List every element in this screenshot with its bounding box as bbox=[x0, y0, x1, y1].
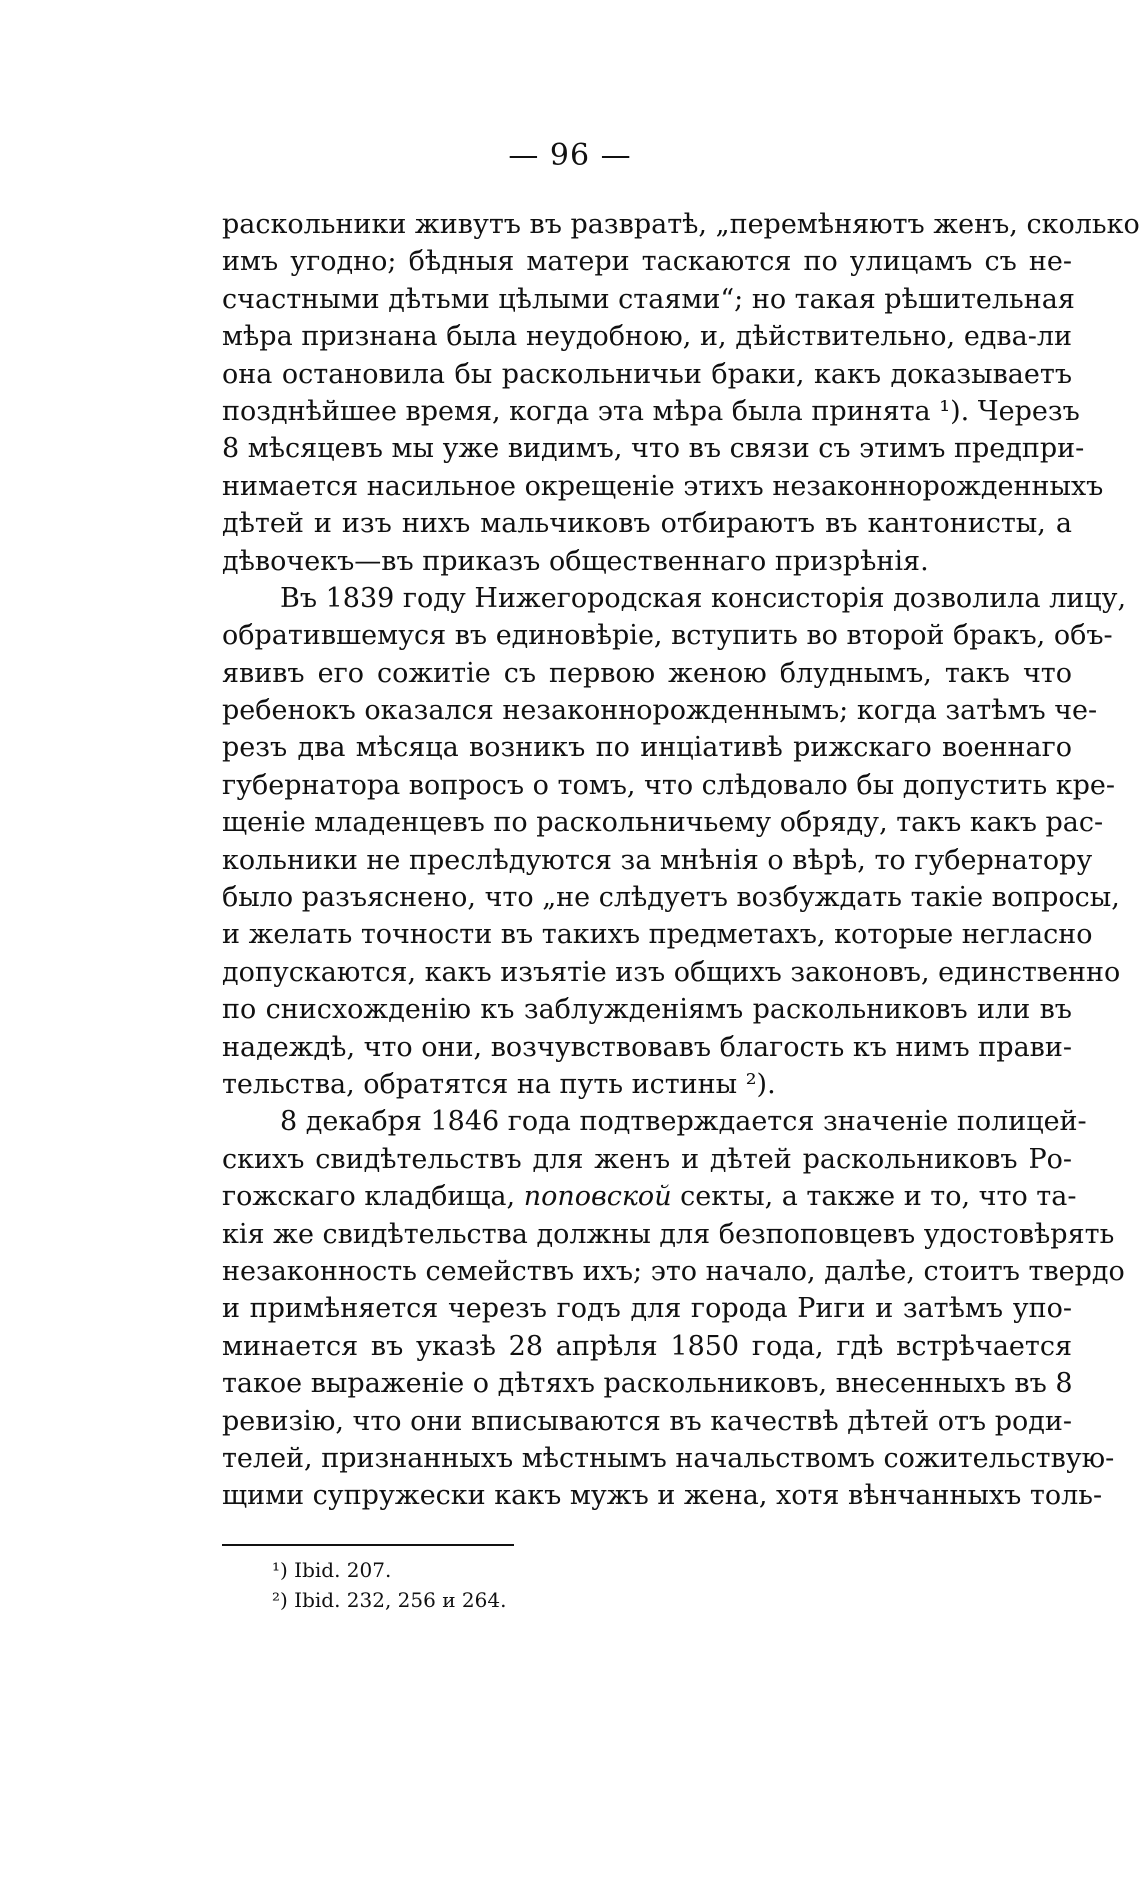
text-line: надеждѣ, что они, возчувствовавъ благость къ нимъ прави- bbox=[222, 1031, 1072, 1063]
text-line: раскольники живутъ въ развратѣ, „перемѣняютъ женъ, сколько bbox=[222, 209, 1140, 240]
text-line: мѣра признана была неудобною, и, дѣйствительно, едва-ли bbox=[222, 321, 1072, 353]
text-line: Въ 1839 году Нижегородская консисторія дозволила лицу, bbox=[280, 582, 1127, 614]
text-line: ребенокъ оказался незаконнорожденнымъ; когда затѣмъ че- bbox=[222, 695, 1098, 727]
text-line: 8 мѣсяцевъ мы уже видимъ, что въ связи съ этимъ предпри- bbox=[222, 433, 1085, 465]
text-line: щеніе младенцевъ по раскольничьему обряду, такъ какъ рас- bbox=[222, 807, 1104, 839]
page-number: — 96 — bbox=[508, 138, 632, 173]
text-line: дѣтей и изъ нихъ мальчиковъ отбираютъ въ кантонисты, а bbox=[222, 508, 1072, 540]
text-line: щими супружески какъ мужъ и жена, хотя вѣнчанныхъ толь- bbox=[222, 1480, 1103, 1512]
footnotes bbox=[272, 1555, 506, 1615]
text-line: и желать точности въ такихъ предметахъ, которые негласно bbox=[222, 919, 1093, 951]
text-line: кольники не преслѣдуются за мнѣнія о вѣрѣ, то губернатору bbox=[222, 844, 1093, 876]
text-line: она остановила бы раскольничьи браки, какъ доказываетъ bbox=[222, 358, 1072, 390]
text-line: и примѣняется черезъ годъ для города Риги и затѣмъ упо- bbox=[222, 1293, 1072, 1325]
footnote-2: ²) Ibid. 232, 256 и 264. bbox=[272, 1588, 507, 1612]
footnote-1: ¹) Ibid. 207. bbox=[272, 1558, 392, 1582]
text-line: дѣвочекъ—въ приказъ общественнаго призрѣнія. bbox=[222, 545, 929, 577]
text-line: обратившемуся въ единовѣріе, вступить во второй бракъ, объ- bbox=[222, 620, 1113, 652]
text-line: телей, признанныхъ мѣстнымъ начальствомъ сожительствую- bbox=[222, 1442, 1115, 1474]
text-line: ревизію, что они вписываются въ качествѣ дѣтей отъ роди- bbox=[222, 1405, 1072, 1437]
text-line: имъ угодно; бѣдныя матери таскаются по улицамъ съ не- bbox=[222, 246, 1072, 278]
text-line: кія же свидѣтельства должны для безпоповцевъ удостовѣрять bbox=[222, 1218, 1115, 1250]
footnote-divider bbox=[222, 1544, 514, 1546]
text-line: по снисхожденію къ заблужденіямъ раскольниковъ или въ bbox=[222, 994, 1072, 1026]
italic-term: поповской bbox=[523, 1181, 672, 1213]
text-line: явивъ его сожитіе съ первою женою блуднымъ, такъ что bbox=[222, 657, 1072, 689]
text-line: 8 декабря 1846 года подтверждается значеніе полицей- bbox=[280, 1106, 1087, 1138]
text-line: тельства, обратятся на путь истины ²). bbox=[222, 1068, 776, 1100]
text-line: позднѣйшее время, когда эта мѣра была принята ¹). Черезъ bbox=[222, 395, 1080, 427]
text-line: незаконность семействъ ихъ; это начало, далѣе, стоитъ твердо bbox=[222, 1255, 1125, 1287]
text-line: скихъ свидѣтельствъ для женъ и дѣтей раскольниковъ Ро- bbox=[222, 1143, 1072, 1175]
text-line: такое выраженіе о дѣтяхъ раскольниковъ, внесенныхъ въ 8 bbox=[222, 1368, 1073, 1400]
text-line-with-italic: гожскаго кладбища, поповской секты, а также и то, что та- bbox=[222, 1181, 1077, 1213]
body-text bbox=[222, 206, 1140, 1515]
text-line: нимается насильное окрещеніе этихъ незаконнорожденныхъ bbox=[222, 470, 1104, 502]
text-line: счастными дѣтьми цѣлыми стаями“; но такая рѣшительная bbox=[222, 283, 1075, 315]
text-line: губернатора вопросъ о томъ, что слѣдовало бы допустить кре- bbox=[222, 769, 1116, 801]
text-line: было разъяснено, что „не слѣдуетъ возбуждать такіе вопросы, bbox=[222, 882, 1120, 914]
text-line: минается въ указѣ 28 апрѣля 1850 года, гдѣ встрѣчается bbox=[222, 1330, 1072, 1362]
text-line: резъ два мѣсяца возникъ по инціативѣ рижскаго военнаго bbox=[222, 732, 1072, 764]
text-line: допускаются, какъ изъятіе изъ общихъ законовъ, единственно bbox=[222, 956, 1121, 988]
